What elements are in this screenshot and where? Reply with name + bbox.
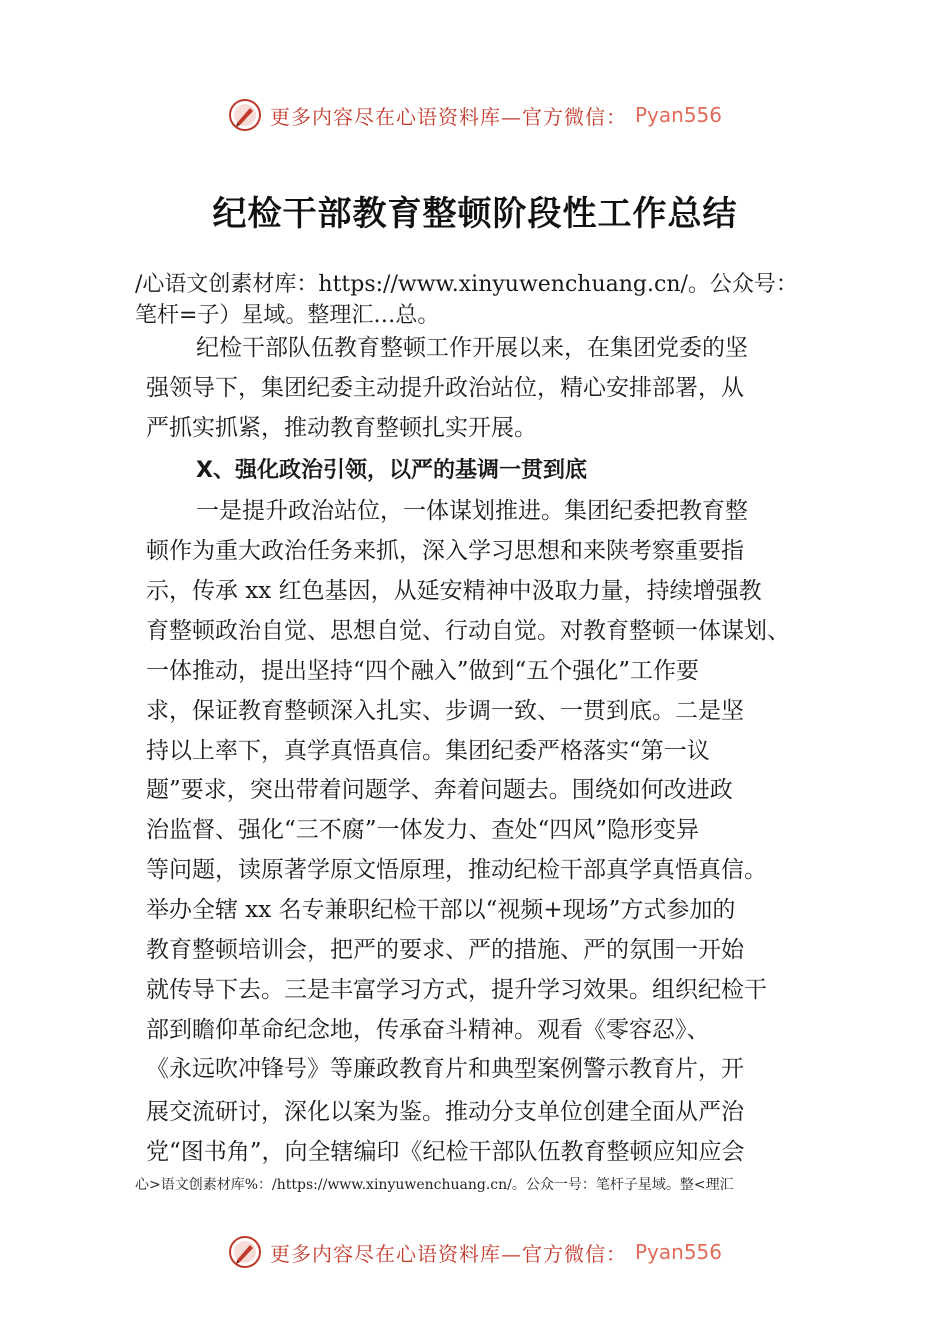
pen-logo-icon [228, 1235, 262, 1269]
source-line-2: 笔杆=子）星域。整理汇…总。 [135, 303, 440, 328]
body-line: 一体推动，提出坚持“四个融入”做到“五个强化”工作要 [146, 658, 700, 684]
pen-logo-icon [228, 98, 262, 132]
source-line-1: /心语文创素材库：https://www.xinyuwenchuang.cn/。公众号： [135, 272, 798, 297]
body-line: 展交流研讨，深化以案为鉴。推动分支单位创建全面从严治 [146, 1099, 744, 1125]
banner-wechat-id: Pyan556 [634, 1240, 722, 1264]
banner-text: 更多内容尽在心语资料库—官方微信： [269, 104, 627, 129]
body-line: 举办全辖 xx 名专兼职纪检干部以“视频+现场”方式参加的 [146, 897, 736, 923]
bottom-banner [0, 1232, 950, 1272]
body-line: 党“图书角”，向全辖编印《纪检干部队伍教育整顿应知应会 [146, 1139, 745, 1165]
body-line: 题”要求，突出带着问题学、奔着问题去。围绕如何改进政 [146, 777, 733, 803]
body-line: 《永远吹冲锋号》等廉政教育片和典型案例警示教育片，开 [146, 1056, 744, 1082]
body-line: 育整顿政治自觉、思想自觉、行动自觉。对教育整顿一体谋划、 [146, 618, 790, 644]
section-heading: X、强化政治引领，以严的基调一贯到底 [196, 458, 587, 483]
body-line: 部到瞻仰革命纪念地，传承奋斗精神。观看《零容忍》、 [146, 1017, 710, 1043]
body-line: 教育整顿培训会，把严的要求、严的措施、严的氛围一开始 [146, 937, 744, 963]
body-line: 纪检干部队伍教育整顿工作开展以来，在集团党委的坚 [196, 335, 748, 361]
body-line: 严抓实抓紧，推动教育整顿扎实开展。 [146, 415, 537, 441]
body-line: 就传导下去。三是丰富学习方式，提升学习效果。组织纪检干 [146, 977, 767, 1003]
body-line: 顿作为重大政治任务来抓，深入学习思想和来陕考察重要指 [146, 538, 744, 564]
body-line: 治监督、强化“三不腐”一体发力、查处“四风”隐形变异 [146, 817, 700, 843]
body-line: 等问题，读原著学原文悟原理，推动纪检干部真学真悟真信。 [146, 857, 767, 883]
body-line: 求，保证教育整顿深入扎实、步调一致、一贯到底。二是坚 [146, 698, 744, 724]
body-line: 示，传承 xx 红色基因，从延安精神中汲取力量，持续增强教 [146, 578, 762, 604]
body-line: 强领导下，集团纪委主动提升政治站位，精心安排部署，从 [146, 375, 744, 401]
banner-wechat-id: Pyan556 [634, 103, 722, 127]
body-line: 一是提升政治站位，一体谋划推进。集团纪委把教育整 [196, 498, 748, 524]
document-title: 纪检干部教育整顿阶段性工作总结 [212, 194, 738, 234]
footer-source-line: 心>语文创素材库%：/https://www.xinyuwenchuang.cn/。公众一号：笔杆子星域。整<理汇 [135, 1177, 734, 1193]
body-line: 持以上率下，真学真悟真信。集团纪委严格落实“第一议 [146, 738, 710, 764]
banner-text: 更多内容尽在心语资料库—官方微信： [269, 1241, 627, 1266]
top-banner [0, 95, 950, 135]
